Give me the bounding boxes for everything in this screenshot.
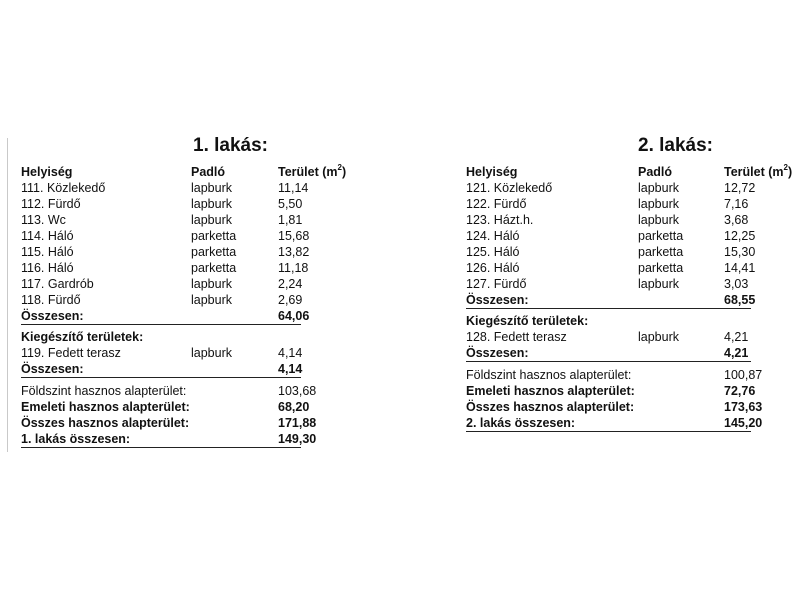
grand-total-label: 1. lakás összesen: <box>21 432 131 446</box>
extra-areas-header <box>21 329 301 345</box>
room-row <box>21 196 301 212</box>
room-area: 14,41 <box>724 261 756 275</box>
extra-total-label: Összesen: <box>466 346 529 360</box>
room-name: 121. Közlekedő <box>466 181 553 195</box>
subtotal-row <box>21 308 310 325</box>
room-area: 4,21 <box>724 330 749 344</box>
room-floor: parketta <box>638 261 684 275</box>
summary-label: Földszint hasznos alapterület: <box>466 368 632 382</box>
extra-total-row <box>466 345 751 362</box>
room-floor: lapburk <box>191 197 232 211</box>
room-area: 12,72 <box>724 181 756 195</box>
subtotal-label: Összesen: <box>21 309 84 323</box>
room-row <box>466 196 800 212</box>
room-name: 127. Fürdő <box>466 277 527 291</box>
summary-row <box>466 383 800 399</box>
room-row <box>21 260 309 276</box>
summary-label: Emeleti hasznos alapterület: <box>466 384 635 398</box>
room-row <box>21 292 301 308</box>
room-floor: parketta <box>638 229 684 243</box>
header-room: Helyiség <box>466 165 518 179</box>
room-area: 11,18 <box>278 261 309 275</box>
room-area: 13,82 <box>278 245 310 259</box>
extra-areas-label: Kiegészítő területek: <box>21 330 144 344</box>
room-name: 115. Háló <box>21 245 74 259</box>
grand-total-value: 145,20 <box>724 416 763 430</box>
extra-total-value: 4,21 <box>724 346 749 360</box>
room-floor: lapburk <box>191 277 232 291</box>
room-row <box>466 260 800 276</box>
room-name: 113. Wc <box>21 213 66 227</box>
room-area: 5,50 <box>278 197 303 211</box>
page-edge-line <box>7 138 8 452</box>
grand-total-value: 149,30 <box>278 432 317 446</box>
apartment-1-table <box>21 134 347 448</box>
room-area: 15,30 <box>724 245 756 259</box>
summary-row <box>21 383 317 399</box>
header-row <box>21 162 347 180</box>
room-row <box>21 345 301 361</box>
grand-total-row <box>466 415 763 432</box>
room-name: 114. Háló <box>21 229 74 243</box>
room-floor: lapburk <box>191 213 232 227</box>
room-row <box>21 180 309 196</box>
room-floor: parketta <box>191 245 237 259</box>
room-area: 4,14 <box>278 346 303 360</box>
summary-label: Földszint hasznos alapterület: <box>21 384 187 398</box>
room-area: 3,68 <box>724 213 749 227</box>
apartment-title: 2. lakás: <box>638 135 713 156</box>
room-floor: parketta <box>191 229 237 243</box>
room-name: 112. Fürdő <box>21 197 81 211</box>
room-floor: lapburk <box>191 181 232 195</box>
room-floor: lapburk <box>638 277 679 291</box>
room-floor: lapburk <box>638 330 679 344</box>
room-floor: lapburk <box>638 213 679 227</box>
room-row <box>466 228 800 244</box>
room-name: 118. Fürdő <box>21 293 81 307</box>
room-area: 11,14 <box>278 181 309 195</box>
room-row <box>466 180 800 196</box>
room-area: 2,24 <box>278 277 303 291</box>
summary-value: 171,88 <box>278 416 317 430</box>
room-name: 125. Háló <box>466 245 520 259</box>
room-name: 116. Háló <box>21 261 74 275</box>
room-area: 12,25 <box>724 229 756 243</box>
summary-row <box>21 399 310 415</box>
extra-total-value: 4,14 <box>278 362 303 376</box>
header-floor: Padló <box>191 165 226 179</box>
extra-areas-header <box>466 313 800 329</box>
grand-total-row <box>21 431 317 448</box>
summary-row <box>21 415 317 431</box>
room-row <box>21 244 310 260</box>
room-area: 15,68 <box>278 229 310 243</box>
header-area: Terület $(m^2)$ <box>278 162 347 179</box>
room-floor: parketta <box>638 245 684 259</box>
header-row <box>466 164 800 180</box>
summary-label: Összes hasznos alapterület: <box>21 416 190 430</box>
grand-total-label: 2. lakás összesen: <box>466 416 576 430</box>
summary-value: 100,87 <box>724 368 763 382</box>
room-name: 111. Közlekedő <box>21 181 106 195</box>
room-floor: parketta <box>191 261 237 275</box>
extra-total-label: Összesen: <box>21 362 84 376</box>
header-floor: Padló <box>638 165 673 179</box>
room-row <box>466 212 800 228</box>
room-row <box>466 276 800 292</box>
apartment-title: 1. lakás: <box>193 135 268 156</box>
room-floor: lapburk <box>638 197 679 211</box>
summary-row <box>466 399 800 415</box>
room-name: 117. Gardrób <box>21 277 94 291</box>
room-name: 122. Fürdő <box>466 197 527 211</box>
room-row <box>466 329 800 345</box>
room-floor: lapburk <box>191 346 232 360</box>
room-area: 7,16 <box>724 197 749 211</box>
subtotal-label: Összesen: <box>466 293 529 307</box>
summary-value: 68,20 <box>278 400 310 414</box>
room-name: 123. Házt.h. <box>466 213 534 227</box>
room-area: 1,81 <box>278 213 303 227</box>
summary-row <box>466 367 800 383</box>
subtotal-row <box>466 292 756 309</box>
extra-total-row <box>21 361 301 378</box>
apartment-2-table <box>466 134 800 432</box>
room-row <box>21 212 301 228</box>
room-name: 128. Fedett terasz <box>466 330 567 344</box>
header-room: Helyiség <box>21 165 73 179</box>
summary-value: 173,63 <box>724 400 763 414</box>
room-name: 119. Fedett terasz <box>21 346 121 360</box>
room-floor: lapburk <box>191 293 232 307</box>
room-row <box>21 228 310 244</box>
room-floor: lapburk <box>638 181 679 195</box>
summary-label: Összes hasznos alapterület: <box>466 400 635 414</box>
subtotal-value: 68,55 <box>724 293 756 307</box>
room-area: 2,69 <box>278 293 303 307</box>
summary-value: 72,76 <box>724 384 756 398</box>
room-row <box>466 244 800 260</box>
summary-value: 103,68 <box>278 384 317 398</box>
room-name: 124. Háló <box>466 229 520 243</box>
extra-areas-label: Kiegészítő területek: <box>466 314 589 328</box>
header-area: Terület $(m^2)$ <box>724 162 793 179</box>
room-name: 126. Háló <box>466 261 520 275</box>
room-area: 3,03 <box>724 277 749 291</box>
room-row <box>21 276 301 292</box>
subtotal-value: 64,06 <box>278 309 310 323</box>
summary-label: Emeleti hasznos alapterület: <box>21 400 190 414</box>
